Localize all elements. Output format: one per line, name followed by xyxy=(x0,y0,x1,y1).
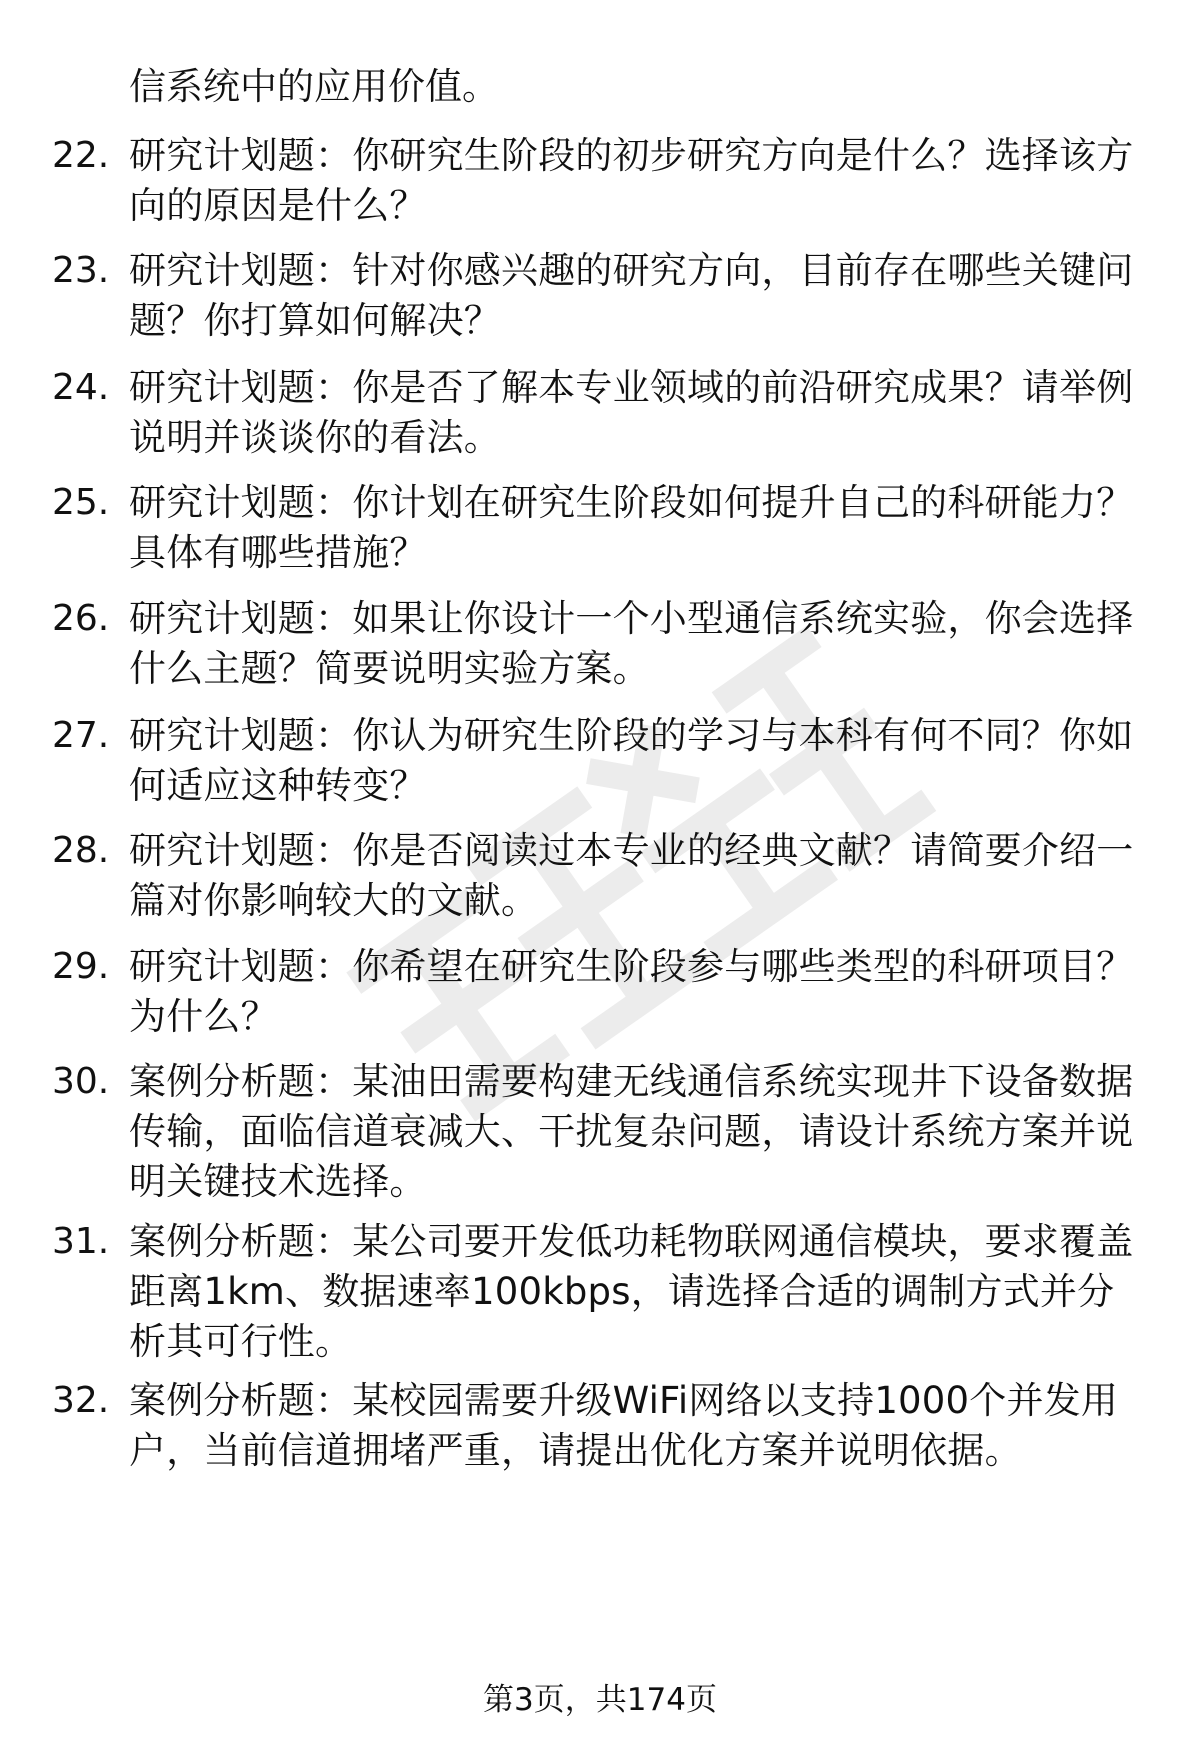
question-number: 24. xyxy=(52,367,110,408)
question-text: 研究计划题：针对你感兴趣的研究方向，目前存在哪些关键问题？你打算如何解决？ xyxy=(129,249,1134,342)
question-number: 26. xyxy=(52,598,110,639)
question-number: 30. xyxy=(52,1061,110,1102)
page-footer: 第3页，共174页 xyxy=(483,1682,717,1718)
question-number: 27. xyxy=(52,715,110,756)
continuation-line: 信系统中的应用价值。 xyxy=(129,65,499,108)
question-number: 31. xyxy=(52,1221,110,1262)
question-text: 研究计划题：你是否了解本专业领域的前沿研究成果？请举例说明并谈谈你的看法。 xyxy=(129,366,1134,459)
question-text: 案例分析题：某油田需要构建无线通信系统实现井下设备数据传输，面临信道衰减大、干扰复杂问题，请设计系统方案并说明关键技术选择。 xyxy=(129,1060,1134,1203)
question-number: 28. xyxy=(52,830,110,871)
question-text: 研究计划题：你研究生阶段的初步研究方向是什么？选择该方向的原因是什么？ xyxy=(129,134,1134,227)
question-text: 案例分析题：某公司要开发低功耗物联网通信模块，要求覆盖距离1km、数据速率100kbps，请选择合适的调制方式并分析其可行性。 xyxy=(129,1220,1134,1363)
question-number: 23. xyxy=(52,250,110,291)
question-number: 32. xyxy=(52,1380,110,1421)
question-number: 29. xyxy=(52,946,110,987)
question-text: 研究计划题：你是否阅读过本专业的经典文献？请简要介绍一篇对你影响较大的文献。 xyxy=(129,829,1134,922)
question-text: 研究计划题：你计划在研究生阶段如何提升自己的科研能力？具体有哪些措施？ xyxy=(129,481,1134,574)
question-text: 案例分析题：某校园需要升级WiFi网络以支持1000个并发用户，当前信道拥堵严重，请提出优化方案并说明依据。 xyxy=(129,1379,1119,1472)
question-text: 研究计划题：你认为研究生阶段的学习与本科有何不同？你如何适应这种转变？ xyxy=(129,714,1134,807)
question-number: 22. xyxy=(52,135,110,176)
question-number: 25. xyxy=(52,482,110,523)
question-text: 研究计划题：如果让你设计一个小型通信系统实验，你会选择什么主题？简要说明实验方案。 xyxy=(129,597,1134,690)
question-text: 研究计划题：你希望在研究生阶段参与哪些类型的科研项目？为什么？ xyxy=(129,945,1134,1038)
